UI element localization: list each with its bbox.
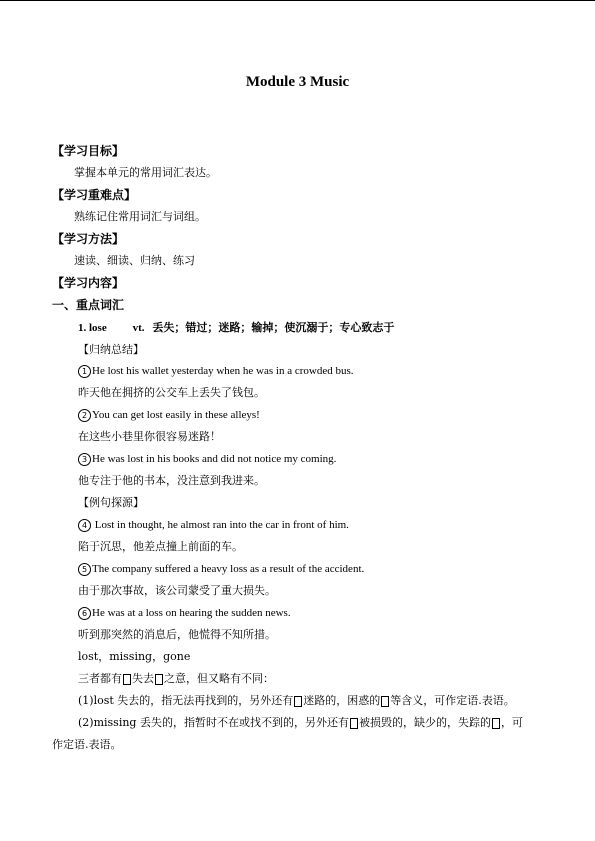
example-2-en: 2 You can get lost easily in these alleys! (78, 408, 260, 422)
example-5-en: 5 The company suffered a heavy loss as a result of the accident. (78, 562, 364, 576)
quote-box-close (492, 718, 500, 729)
example-3-zh: 他专注于他的书本，没注意到我进来。 (78, 474, 265, 487)
example-5-zh: 由于那次事故，该公司蒙受了重大损失。 (78, 584, 276, 597)
quote-box-open (294, 696, 302, 707)
circled-number-2: 2 (78, 409, 91, 422)
key-points-text: 熟练记住常用词汇与词组。 (74, 210, 206, 223)
example-1-zh: 昨天他在拥挤的公交车上丢失了钱包。 (78, 386, 265, 399)
example-4-zh: 陷于沉思，他差点撞上前面的车。 (78, 540, 243, 553)
compare-lost: (1)lost 失去的，指无法再找到的，另外还有 迷路的，困惑的 等含义，可作定语.表语。 (78, 694, 515, 707)
example-1-en: 1 He lost his wallet yesterday when he was in a crowded bus. (78, 364, 354, 378)
word-pos: vt. (132, 322, 145, 334)
compare-intro: 三者都有 失去 之意，但又略有不同： (78, 672, 274, 685)
method-heading: 【学习方法】 (52, 232, 125, 246)
circled-number-4: 4 (78, 519, 91, 532)
circled-number-1: 1 (78, 365, 91, 378)
summary-heading: 【归纳总结】 (78, 343, 144, 356)
goal-heading: 【学习目标】 (52, 144, 125, 158)
example-4-en: 4 Lost in thought, he almost ran into the car in front of him. (78, 518, 349, 532)
goal-text: 掌握本单元的常用词汇表达。 (74, 166, 217, 179)
quote-box-open (350, 718, 358, 729)
compare-words: lost，missing，gone (78, 650, 191, 663)
word-meaning: 丢失；错过；迷路；输掉；使沉溺于；专心致志于 (152, 321, 395, 334)
explore-heading: 【例句探源】 (78, 496, 144, 509)
circled-number-3: 3 (78, 453, 91, 466)
example-2-zh: 在这些小巷里你很容易迷路！ (78, 430, 221, 443)
word-entry (78, 321, 394, 335)
word-headword: 1. lose (78, 322, 107, 334)
top-border-line (0, 0, 595, 1)
circled-number-6: 6 (78, 607, 91, 620)
part1-heading: 一、重点词汇 (52, 298, 125, 312)
compare-missing: (2)missing 丢失的，指暂时不在或找不到的，另外还有 被损毁的，缺少的，失踪的 ，可 (78, 716, 523, 729)
compare-missing-cont: 作定语.表语。 (52, 738, 122, 751)
circled-number-5: 5 (78, 563, 91, 576)
method-text: 速读、细读、归纳、练习 (74, 254, 195, 267)
key-points-heading: 【学习重难点】 (52, 188, 137, 202)
example-6-en: 6 He was at a loss on hearing the sudden news. (78, 606, 291, 620)
quote-box-open (123, 674, 131, 685)
quote-box-close (381, 696, 389, 707)
page-title: Module 3 Music (245, 74, 350, 90)
quote-box-close (155, 674, 163, 685)
example-3-en: 3 He was lost in his books and did not notice my coming. (78, 452, 336, 466)
example-6-zh: 听到那突然的消息后，他慌得不知所措。 (78, 628, 276, 641)
content-heading: 【学习内容】 (52, 276, 125, 290)
